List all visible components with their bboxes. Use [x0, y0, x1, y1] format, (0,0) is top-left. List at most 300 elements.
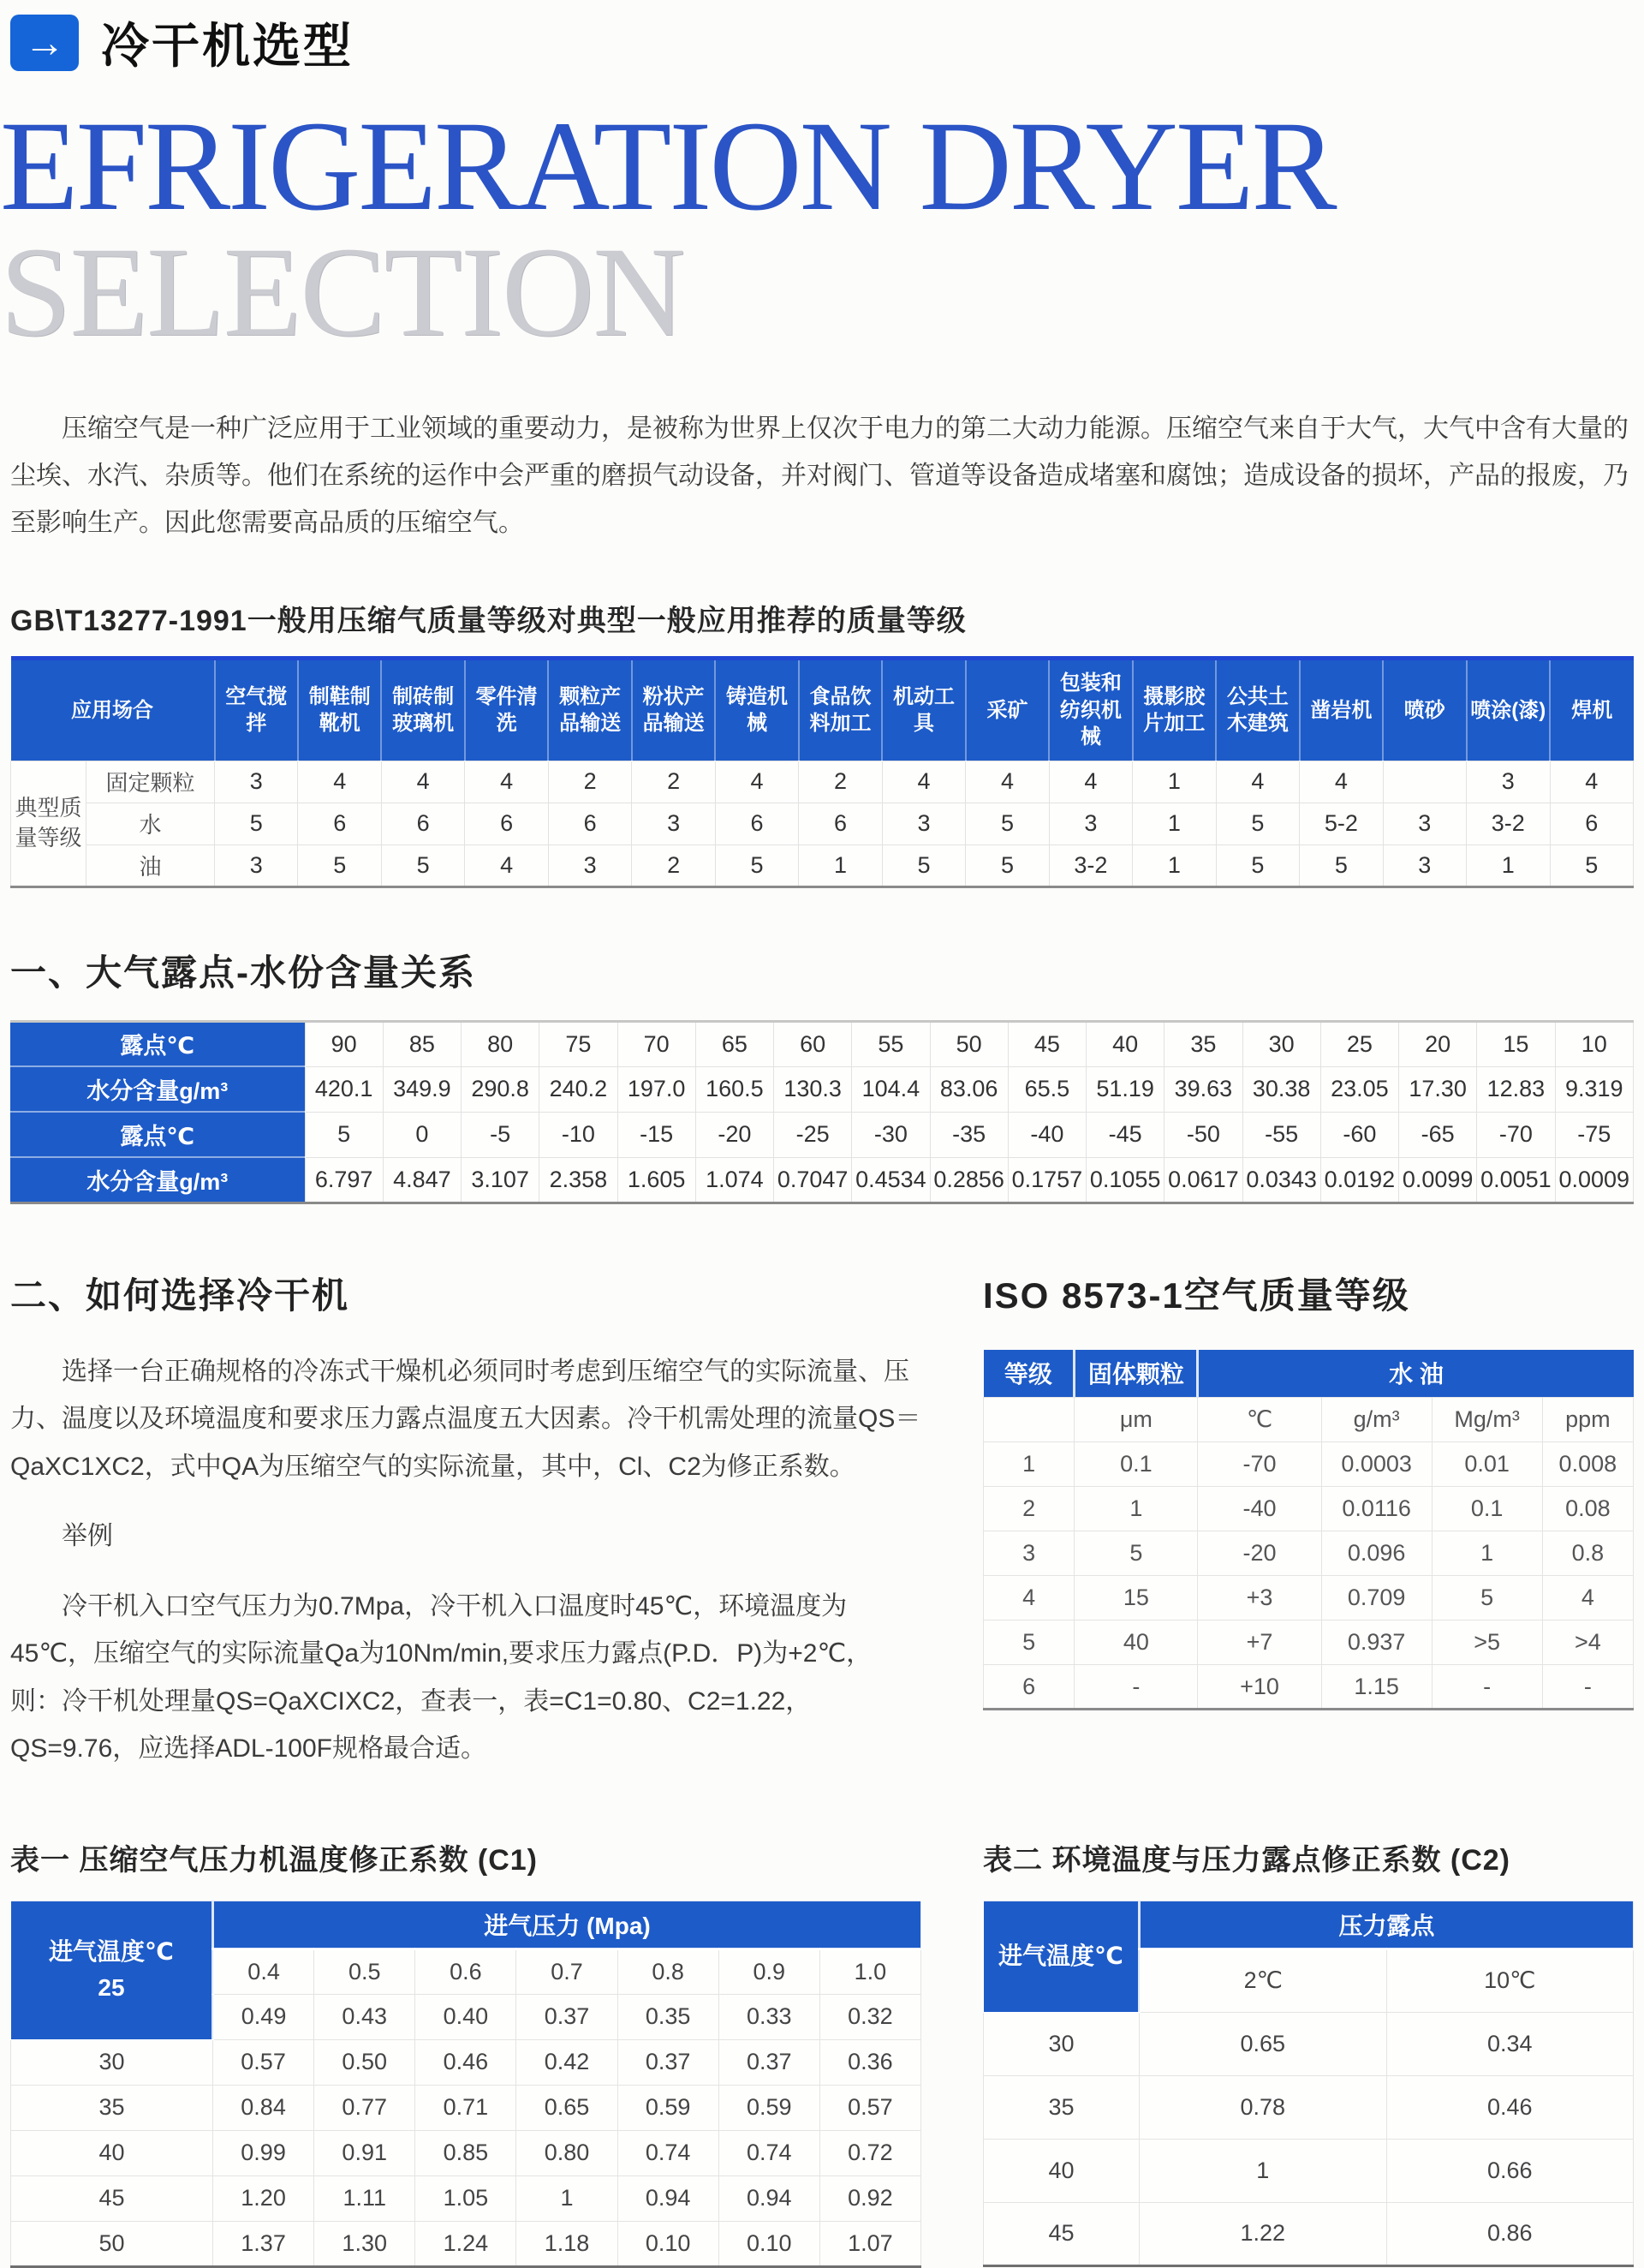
- iso-unit-cell: μm: [1075, 1398, 1198, 1442]
- c1-corner-line1: 进气温度℃: [49, 1938, 174, 1966]
- dew-cell: 104.4: [852, 1066, 930, 1112]
- dew-cell: 0.7047: [774, 1157, 852, 1203]
- table-row: [984, 2202, 1634, 2265]
- gb-grade-cell: 5: [1216, 803, 1299, 845]
- dew-cell: 90: [305, 1021, 383, 1066]
- gb-row-label: 油: [86, 845, 215, 886]
- c2-value-cell: 0.34: [1386, 2012, 1634, 2075]
- dew-cell: 0.1055: [1087, 1157, 1164, 1203]
- gb-grade-cell: 3-2: [1049, 845, 1132, 886]
- section2-heading: 二、如何选择冷干机: [10, 1274, 350, 1316]
- section1-heading: 一、大气露点-水份含量关系: [10, 952, 476, 993]
- gb-column-header: 喷涂(漆): [1467, 658, 1550, 761]
- c1-value-cell: 0.49: [213, 1994, 314, 2039]
- page-title-cn: 冷干机选型: [101, 19, 354, 73]
- c1-value-cell: 0.32: [819, 1994, 920, 2039]
- iso-unit-cell: ppm: [1542, 1398, 1633, 1442]
- dew-cell: 0.0009: [1555, 1157, 1634, 1203]
- gb-grade-cell: 4: [381, 761, 464, 803]
- iso-solid-header: 固体颗粒: [1075, 1350, 1198, 1398]
- dew-cell: 0.0051: [1477, 1157, 1555, 1203]
- iso-unit-cell: ℃: [1198, 1398, 1321, 1442]
- gb-grade-cell: 5: [715, 845, 798, 886]
- right-arrow-icon: →: [10, 15, 79, 71]
- section2-paragraph2: 冷干机入口空气压力为0.7Mpa，冷干机入口温度时45℃，环境温度为45℃，压缩空气的实际流量Qa为10Nm/min,要求压力露点(P.D．P)为+2℃，则：冷干机处理量QS=QaXCIXC2，查表一，表=C1=0.80、C2=1.22，QS=9.76，应选择ADL-100F规格最合适。: [10, 1591, 873, 1764]
- table-row: [10, 1021, 1634, 1066]
- gb-grade-cell: 6: [381, 803, 464, 845]
- gb-column-header: 颗粒产品输送: [548, 658, 631, 761]
- c2-temp-label: 40: [984, 2139, 1140, 2202]
- c1-value-cell: 1.05: [415, 2175, 516, 2221]
- gb-column-header: 零件清洗: [465, 658, 548, 761]
- c1-value-cell: 1.11: [314, 2175, 415, 2221]
- gb-grade-cell: 1: [1133, 803, 1216, 845]
- table-row: [984, 1665, 1634, 1710]
- gb-grade-cell: 5: [381, 845, 464, 886]
- iso-cell: 3: [984, 1531, 1075, 1576]
- c2-corner-cell: 进气温度℃: [984, 1901, 1140, 2012]
- dew-cell: 80: [462, 1021, 539, 1066]
- iso-cell: -: [1432, 1665, 1542, 1710]
- gb-column-header: 焊机: [1550, 658, 1634, 761]
- c2-value-cell: 1: [1140, 2139, 1387, 2202]
- c2-value-cell: 1.22: [1140, 2202, 1387, 2265]
- c1-value-cell: 0.77: [314, 2085, 415, 2130]
- gb-grade-cell: 4: [465, 761, 548, 803]
- dew-cell: 5: [305, 1112, 383, 1157]
- table-row: [984, 1531, 1634, 1576]
- gb-grade-cell: 4: [1550, 761, 1634, 803]
- c2-dewpoint-cell: 2℃: [1140, 1949, 1387, 2012]
- gb-column-header: 凿岩机: [1300, 658, 1383, 761]
- section2-columns: [10, 1268, 1634, 1773]
- dew-cell: -35: [930, 1112, 1008, 1157]
- dew-cell: 1.605: [617, 1157, 695, 1203]
- iso-cell: 0.1: [1075, 1442, 1198, 1487]
- iso-cell: 0.0003: [1321, 1442, 1432, 1487]
- c1-value-cell: 0.71: [415, 2085, 516, 2130]
- gb-grade-cell: 4: [882, 761, 965, 803]
- dew-cell: 70: [617, 1021, 695, 1066]
- table-row: [984, 1576, 1634, 1620]
- gb-row-group-label: 典型质量等级: [11, 761, 86, 886]
- gb-column-header: 喷砂: [1383, 658, 1466, 761]
- dew-cell: 65.5: [1008, 1066, 1086, 1112]
- c1-temp-label: 40: [11, 2130, 213, 2175]
- gb-row-label: 水: [86, 803, 215, 845]
- c1-value-cell: 0.94: [617, 2175, 718, 2221]
- dew-cell: 17.30: [1399, 1066, 1477, 1112]
- table-row: [11, 845, 1634, 886]
- gb-grade-cell: 5-2: [1300, 803, 1383, 845]
- dew-cell: 4.847: [383, 1157, 461, 1203]
- dew-cell: 0.0192: [1320, 1157, 1398, 1203]
- c1-value-cell: 0.92: [819, 2175, 920, 2221]
- c1-pressure-cell: 0.7: [516, 1949, 617, 1994]
- table-row: [984, 2139, 1634, 2202]
- gb-grade-cell: 1: [1467, 845, 1550, 886]
- c1-value-cell: 0.85: [415, 2130, 516, 2175]
- gb-column-header: 粉状产品输送: [632, 658, 715, 761]
- iso-unit-cell: [984, 1398, 1075, 1442]
- dew-cell: 40: [1087, 1021, 1164, 1066]
- dew-cell: 65: [695, 1021, 773, 1066]
- gb-grade-cell: 2: [632, 761, 715, 803]
- iso-cell: 1.15: [1321, 1665, 1432, 1710]
- table-row: [11, 2221, 921, 2266]
- dew-cell: -75: [1555, 1112, 1634, 1157]
- dew-cell: 2.358: [539, 1157, 617, 1203]
- dew-cell: 6.797: [305, 1157, 383, 1203]
- c1-correction-table: [10, 1901, 921, 2268]
- c1-pressure-cell: 0.6: [415, 1949, 516, 1994]
- gb-grade-cell: 3: [548, 845, 631, 886]
- iso-cell: -20: [1198, 1531, 1321, 1576]
- dew-cell: -10: [539, 1112, 617, 1157]
- gb-column-header: 铸造机械: [715, 658, 798, 761]
- table1-heading: 表一 压缩空气压力机温度修正系数 (C1): [10, 1843, 538, 1877]
- dew-cell: 0.2856: [930, 1157, 1008, 1203]
- dew-cell: 55: [852, 1021, 930, 1066]
- dew-cell: 420.1: [305, 1066, 383, 1112]
- iso-cell: 1: [1432, 1531, 1542, 1576]
- c1-value-cell: 0.36: [819, 2039, 920, 2085]
- gb-grade-cell: 1: [799, 845, 882, 886]
- dew-cell: -15: [617, 1112, 695, 1157]
- gb-grade-cell: 6: [465, 803, 548, 845]
- gb-grade-cell: 6: [298, 803, 381, 845]
- c1-corner-line2: 25: [98, 1974, 125, 2002]
- c1-value-cell: 0.74: [718, 2130, 819, 2175]
- dew-cell: 39.63: [1164, 1066, 1242, 1112]
- dew-cell: 0.1757: [1008, 1157, 1086, 1203]
- gb-column-header: 制鞋制靴机: [298, 658, 381, 761]
- iso-cell: 40: [1075, 1620, 1198, 1665]
- dew-cell: -20: [695, 1112, 773, 1157]
- dew-cell: -55: [1242, 1112, 1320, 1157]
- c2-temp-label: 35: [984, 2075, 1140, 2139]
- gb-corner-label: 应用场合: [11, 658, 215, 761]
- gb-grade-cell: 3: [1467, 761, 1550, 803]
- c1-value-cell: 0.10: [718, 2221, 819, 2266]
- iso-cell: 0.8: [1542, 1531, 1633, 1576]
- dew-row-label: 露点℃: [10, 1112, 305, 1157]
- iso-cell: >5: [1432, 1620, 1542, 1665]
- page-title-en-line1: EFRIGERATION DRYER: [0, 95, 1335, 237]
- gb-quality-table: [10, 656, 1634, 888]
- c1-pressure-cell: 0.8: [617, 1949, 718, 1994]
- gb-grade-cell: 5: [882, 845, 965, 886]
- iso-cell: 5: [1432, 1576, 1542, 1620]
- table2-column: [983, 1782, 1634, 2268]
- c1-value-cell: 0.40: [415, 1994, 516, 2039]
- dew-cell: 1.074: [695, 1157, 773, 1203]
- gb-header-row: [11, 658, 1634, 761]
- gb-row-label: 固定颗粒: [86, 761, 215, 803]
- dew-cell: 9.319: [1555, 1066, 1634, 1112]
- c1-value-cell: 1.37: [213, 2221, 314, 2266]
- c1-temp-label: 50: [11, 2221, 213, 2266]
- dew-cell: 160.5: [695, 1066, 773, 1112]
- c1-value-cell: 0.65: [516, 2085, 617, 2130]
- c1-corner-cell: [11, 1901, 213, 2039]
- iso-header-row: [984, 1350, 1634, 1398]
- dew-cell: 12.83: [1477, 1066, 1555, 1112]
- iso-cell: 0.709: [1321, 1576, 1432, 1620]
- iso-cell: -: [1075, 1665, 1198, 1710]
- dew-cell: -25: [774, 1112, 852, 1157]
- gb-grade-cell: 4: [1300, 761, 1383, 803]
- gb-grade-cell: 3: [1049, 803, 1132, 845]
- gb-grade-cell: 3: [1383, 803, 1466, 845]
- table-row: [10, 1112, 1634, 1157]
- gb-column-header: 空气搅拌: [215, 658, 298, 761]
- iso-cell: 0.937: [1321, 1620, 1432, 1665]
- dew-cell: 20: [1399, 1021, 1477, 1066]
- gb-grade-cell: 5: [215, 803, 298, 845]
- c1-value-cell: 0.72: [819, 2130, 920, 2175]
- dew-cell: 0: [383, 1112, 461, 1157]
- c2-temp-label: 30: [984, 2012, 1140, 2075]
- gb-grade-cell: 4: [715, 761, 798, 803]
- c1-value-cell: 0.80: [516, 2130, 617, 2175]
- table-row: [11, 2039, 921, 2085]
- c1-header-row: [11, 1901, 921, 1949]
- dew-cell: 60: [774, 1021, 852, 1066]
- dew-cell: -65: [1399, 1112, 1477, 1157]
- gb-grade-cell: 1: [1133, 761, 1216, 803]
- dew-cell: 10: [1555, 1021, 1634, 1066]
- dew-cell: -40: [1008, 1112, 1086, 1157]
- c1-value-cell: 1.18: [516, 2221, 617, 2266]
- c1-value-cell: 1.24: [415, 2221, 516, 2266]
- correction-tables-columns: [10, 1782, 1634, 2268]
- gb-grade-cell: 4: [1049, 761, 1132, 803]
- c1-value-cell: 1.30: [314, 2221, 415, 2266]
- iso-cell: 0.01: [1432, 1442, 1542, 1487]
- dew-cell: 0.0343: [1242, 1157, 1320, 1203]
- gb-grade-cell: 5: [1300, 845, 1383, 886]
- dew-cell: 23.05: [1320, 1066, 1398, 1112]
- gb-grade-cell: 4: [1216, 761, 1299, 803]
- table-row: [10, 1157, 1634, 1203]
- section2-paragraph1: 选择一台正确规格的冷冻式干燥机必须同时考虑到压缩空气的实际流量、压力、温度以及环境温度和要求压力露点温度五大因素。冷干机需处理的流量QS＝QaXC1XC2，式中QA为压缩空气的实际流量，其中，Cl、C2为修正系数。: [10, 1357, 921, 1481]
- gb-grade-cell: 5: [966, 803, 1049, 845]
- iso-grade-header: 等级: [984, 1350, 1075, 1398]
- c1-value-cell: 0.35: [617, 1994, 718, 2039]
- iso-cell: 6: [984, 1665, 1075, 1710]
- dew-cell: 3.107: [462, 1157, 539, 1203]
- gb-column-header: 采矿: [966, 658, 1049, 761]
- gb-column-header: 机动工具: [882, 658, 965, 761]
- c1-pressure-header: 进气压力 (Mpa): [213, 1901, 921, 1949]
- dew-cell: 349.9: [383, 1066, 461, 1112]
- dewpoint-moisture-table: [10, 1020, 1634, 1204]
- dew-cell: 0.4534: [852, 1157, 930, 1203]
- iso-cell: 4: [1542, 1576, 1633, 1620]
- table-row: [10, 1066, 1634, 1112]
- table-row: [11, 761, 1634, 803]
- c1-pressure-cell: 0.5: [314, 1949, 415, 1994]
- c2-header-row: [984, 1901, 1634, 1949]
- iso-cell: 0.1: [1432, 1487, 1542, 1531]
- iso-cell: 4: [984, 1576, 1075, 1620]
- page-title-en-line2: SELECTION: [0, 221, 684, 363]
- c1-value-cell: 0.46: [415, 2039, 516, 2085]
- section2-text-column: [10, 1268, 921, 1773]
- gb-grade-cell: 2: [548, 761, 631, 803]
- iso-cell: 0.0116: [1321, 1487, 1432, 1531]
- dew-cell: 240.2: [539, 1066, 617, 1112]
- c1-value-cell: 0.74: [617, 2130, 718, 2175]
- gb-column-header: 包装和纺织机械: [1049, 658, 1132, 761]
- dew-cell: 0.0099: [1399, 1157, 1477, 1203]
- dew-cell: 50: [930, 1021, 1008, 1066]
- iso-cell: -40: [1198, 1487, 1321, 1531]
- c1-pressure-cell: 0.4: [213, 1949, 314, 1994]
- dew-row-label: 水分含量g/m³: [10, 1157, 305, 1203]
- dew-cell: 83.06: [930, 1066, 1008, 1112]
- gb-grade-cell: 3-2: [1467, 803, 1550, 845]
- table-row: [984, 1620, 1634, 1665]
- gb-grade-cell: [1383, 761, 1466, 803]
- table-row: [984, 2075, 1634, 2139]
- c1-pressure-cell: 0.9: [718, 1949, 819, 1994]
- iso-cell: 15: [1075, 1576, 1198, 1620]
- gb-column-header: 制砖制玻璃机: [381, 658, 464, 761]
- c1-value-cell: 0.33: [718, 1994, 819, 2039]
- c1-value-cell: 0.94: [718, 2175, 819, 2221]
- gb-grade-cell: 3: [215, 845, 298, 886]
- intro-paragraph: 压缩空气是一种广泛应用于工业领域的重要动力，是被称为世界上仅次于电力的第二大动力能源。压缩空气来自于大气，大气中含有大量的尘埃、水汽、杂质等。他们在系统的运作中会严重的磨损气动设备，并对阀门、管道等设备造成堵塞和腐蚀；造成设备的损坏，产品的报废，乃至影响生产。因此您需要高品质的压缩空气。: [10, 415, 1629, 537]
- table-row: [984, 2012, 1634, 2075]
- dew-cell: 45: [1008, 1021, 1086, 1066]
- c1-value-cell: 0.42: [516, 2039, 617, 2085]
- c1-value-cell: 1.07: [819, 2221, 920, 2266]
- dew-cell: 85: [383, 1021, 461, 1066]
- iso-cell: +3: [1198, 1576, 1321, 1620]
- iso-cell: -: [1542, 1665, 1633, 1710]
- page-header: [10, 9, 1634, 77]
- c1-temp-label: 30: [11, 2039, 213, 2085]
- gb-grade-cell: 2: [632, 845, 715, 886]
- dew-cell: 130.3: [774, 1066, 852, 1112]
- gb-grade-cell: 6: [799, 803, 882, 845]
- gb-column-header: 公共土木建筑: [1216, 658, 1299, 761]
- gb-grade-cell: 1: [1133, 845, 1216, 886]
- gb-grade-cell: 5: [1216, 845, 1299, 886]
- gb-grade-cell: 4: [465, 845, 548, 886]
- dew-cell: 0.0617: [1164, 1157, 1242, 1203]
- c1-temp-label: 35: [11, 2085, 213, 2130]
- iso-cell: +7: [1198, 1620, 1321, 1665]
- table-row: [11, 803, 1634, 845]
- c1-value-cell: 0.91: [314, 2130, 415, 2175]
- gb-column-header: 摄影胶片加工: [1133, 658, 1216, 761]
- iso-cell: +10: [1198, 1665, 1321, 1710]
- c1-value-cell: 1.20: [213, 2175, 314, 2221]
- dew-row-label: 露点℃: [10, 1021, 305, 1066]
- iso-cell: 1: [1075, 1487, 1198, 1531]
- section2-example-label: 举例: [62, 1522, 113, 1551]
- table-row: [984, 1442, 1634, 1487]
- c2-value-cell: 0.66: [1386, 2139, 1634, 2202]
- dew-cell: -30: [852, 1112, 930, 1157]
- c1-value-cell: 0.43: [314, 1994, 415, 2039]
- iso-cell: 5: [984, 1620, 1075, 1665]
- dew-cell: 197.0: [617, 1066, 695, 1112]
- gb-grade-cell: 3: [1383, 845, 1466, 886]
- iso-air-quality-table: [983, 1350, 1634, 1711]
- gb-grade-cell: 4: [966, 761, 1049, 803]
- dew-cell: 75: [539, 1021, 617, 1066]
- iso-table-heading: ISO 8573-1空气质量等级: [983, 1274, 1410, 1316]
- dew-row-label: 水分含量g/m³: [10, 1066, 305, 1112]
- c2-value-cell: 0.46: [1386, 2075, 1634, 2139]
- c1-value-cell: 0.10: [617, 2221, 718, 2266]
- iso-water-oil-header: 水 油: [1198, 1350, 1634, 1398]
- iso-cell: 5: [1075, 1531, 1198, 1576]
- iso-unit-cell: Mg/m³: [1432, 1398, 1542, 1442]
- table-row: [11, 2130, 921, 2175]
- iso-cell: 0.08: [1542, 1487, 1633, 1531]
- gb-grade-cell: 3: [882, 803, 965, 845]
- table-row: [984, 1487, 1634, 1531]
- c1-value-cell: 0.57: [213, 2039, 314, 2085]
- c1-value-cell: 0.37: [718, 2039, 819, 2085]
- c1-value-cell: 0.59: [718, 2085, 819, 2130]
- iso-cell: 0.008: [1542, 1442, 1633, 1487]
- gb-grade-cell: 4: [298, 761, 381, 803]
- gb-grade-cell: 3: [632, 803, 715, 845]
- c1-value-cell: 0.99: [213, 2130, 314, 2175]
- dew-cell: -5: [462, 1112, 539, 1157]
- gb-grade-cell: 6: [548, 803, 631, 845]
- dew-cell: -60: [1320, 1112, 1398, 1157]
- c1-temp-label: 45: [11, 2175, 213, 2221]
- c1-pressure-cell: 1.0: [819, 1949, 920, 1994]
- iso-cell: -70: [1198, 1442, 1321, 1487]
- c2-value-cell: 0.78: [1140, 2075, 1387, 2139]
- iso-cell: 2: [984, 1487, 1075, 1531]
- gb-grade-cell: 2: [799, 761, 882, 803]
- gb-grade-cell: 6: [715, 803, 798, 845]
- c2-dewpoint-header: 压力露点: [1140, 1901, 1634, 1949]
- c1-value-cell: 0.84: [213, 2085, 314, 2130]
- iso-cell: 1: [984, 1442, 1075, 1487]
- iso-units-row: [984, 1398, 1634, 1442]
- table1-column: [10, 1782, 921, 2268]
- c1-value-cell: 0.59: [617, 2085, 718, 2130]
- dew-cell: -50: [1164, 1112, 1242, 1157]
- table-row: [11, 2085, 921, 2130]
- table2-heading: 表二 环境温度与压力露点修正系数 (C2): [983, 1843, 1510, 1877]
- iso-column: [983, 1268, 1634, 1773]
- iso-unit-cell: g/m³: [1321, 1398, 1432, 1442]
- dew-cell: -70: [1477, 1112, 1555, 1157]
- dew-cell: 30: [1242, 1021, 1320, 1066]
- c2-value-cell: 0.65: [1140, 2012, 1387, 2075]
- dew-cell: 15: [1477, 1021, 1555, 1066]
- c2-temp-label: 45: [984, 2202, 1140, 2265]
- iso-cell: 0.096: [1321, 1531, 1432, 1576]
- gb-grade-cell: 6: [1550, 803, 1634, 845]
- c1-value-cell: 0.57: [819, 2085, 920, 2130]
- c1-value-cell: 0.50: [314, 2039, 415, 2085]
- gb-column-header: 食品饮料加工: [799, 658, 882, 761]
- gb-grade-cell: 5: [298, 845, 381, 886]
- c2-value-cell: 0.86: [1386, 2202, 1634, 2265]
